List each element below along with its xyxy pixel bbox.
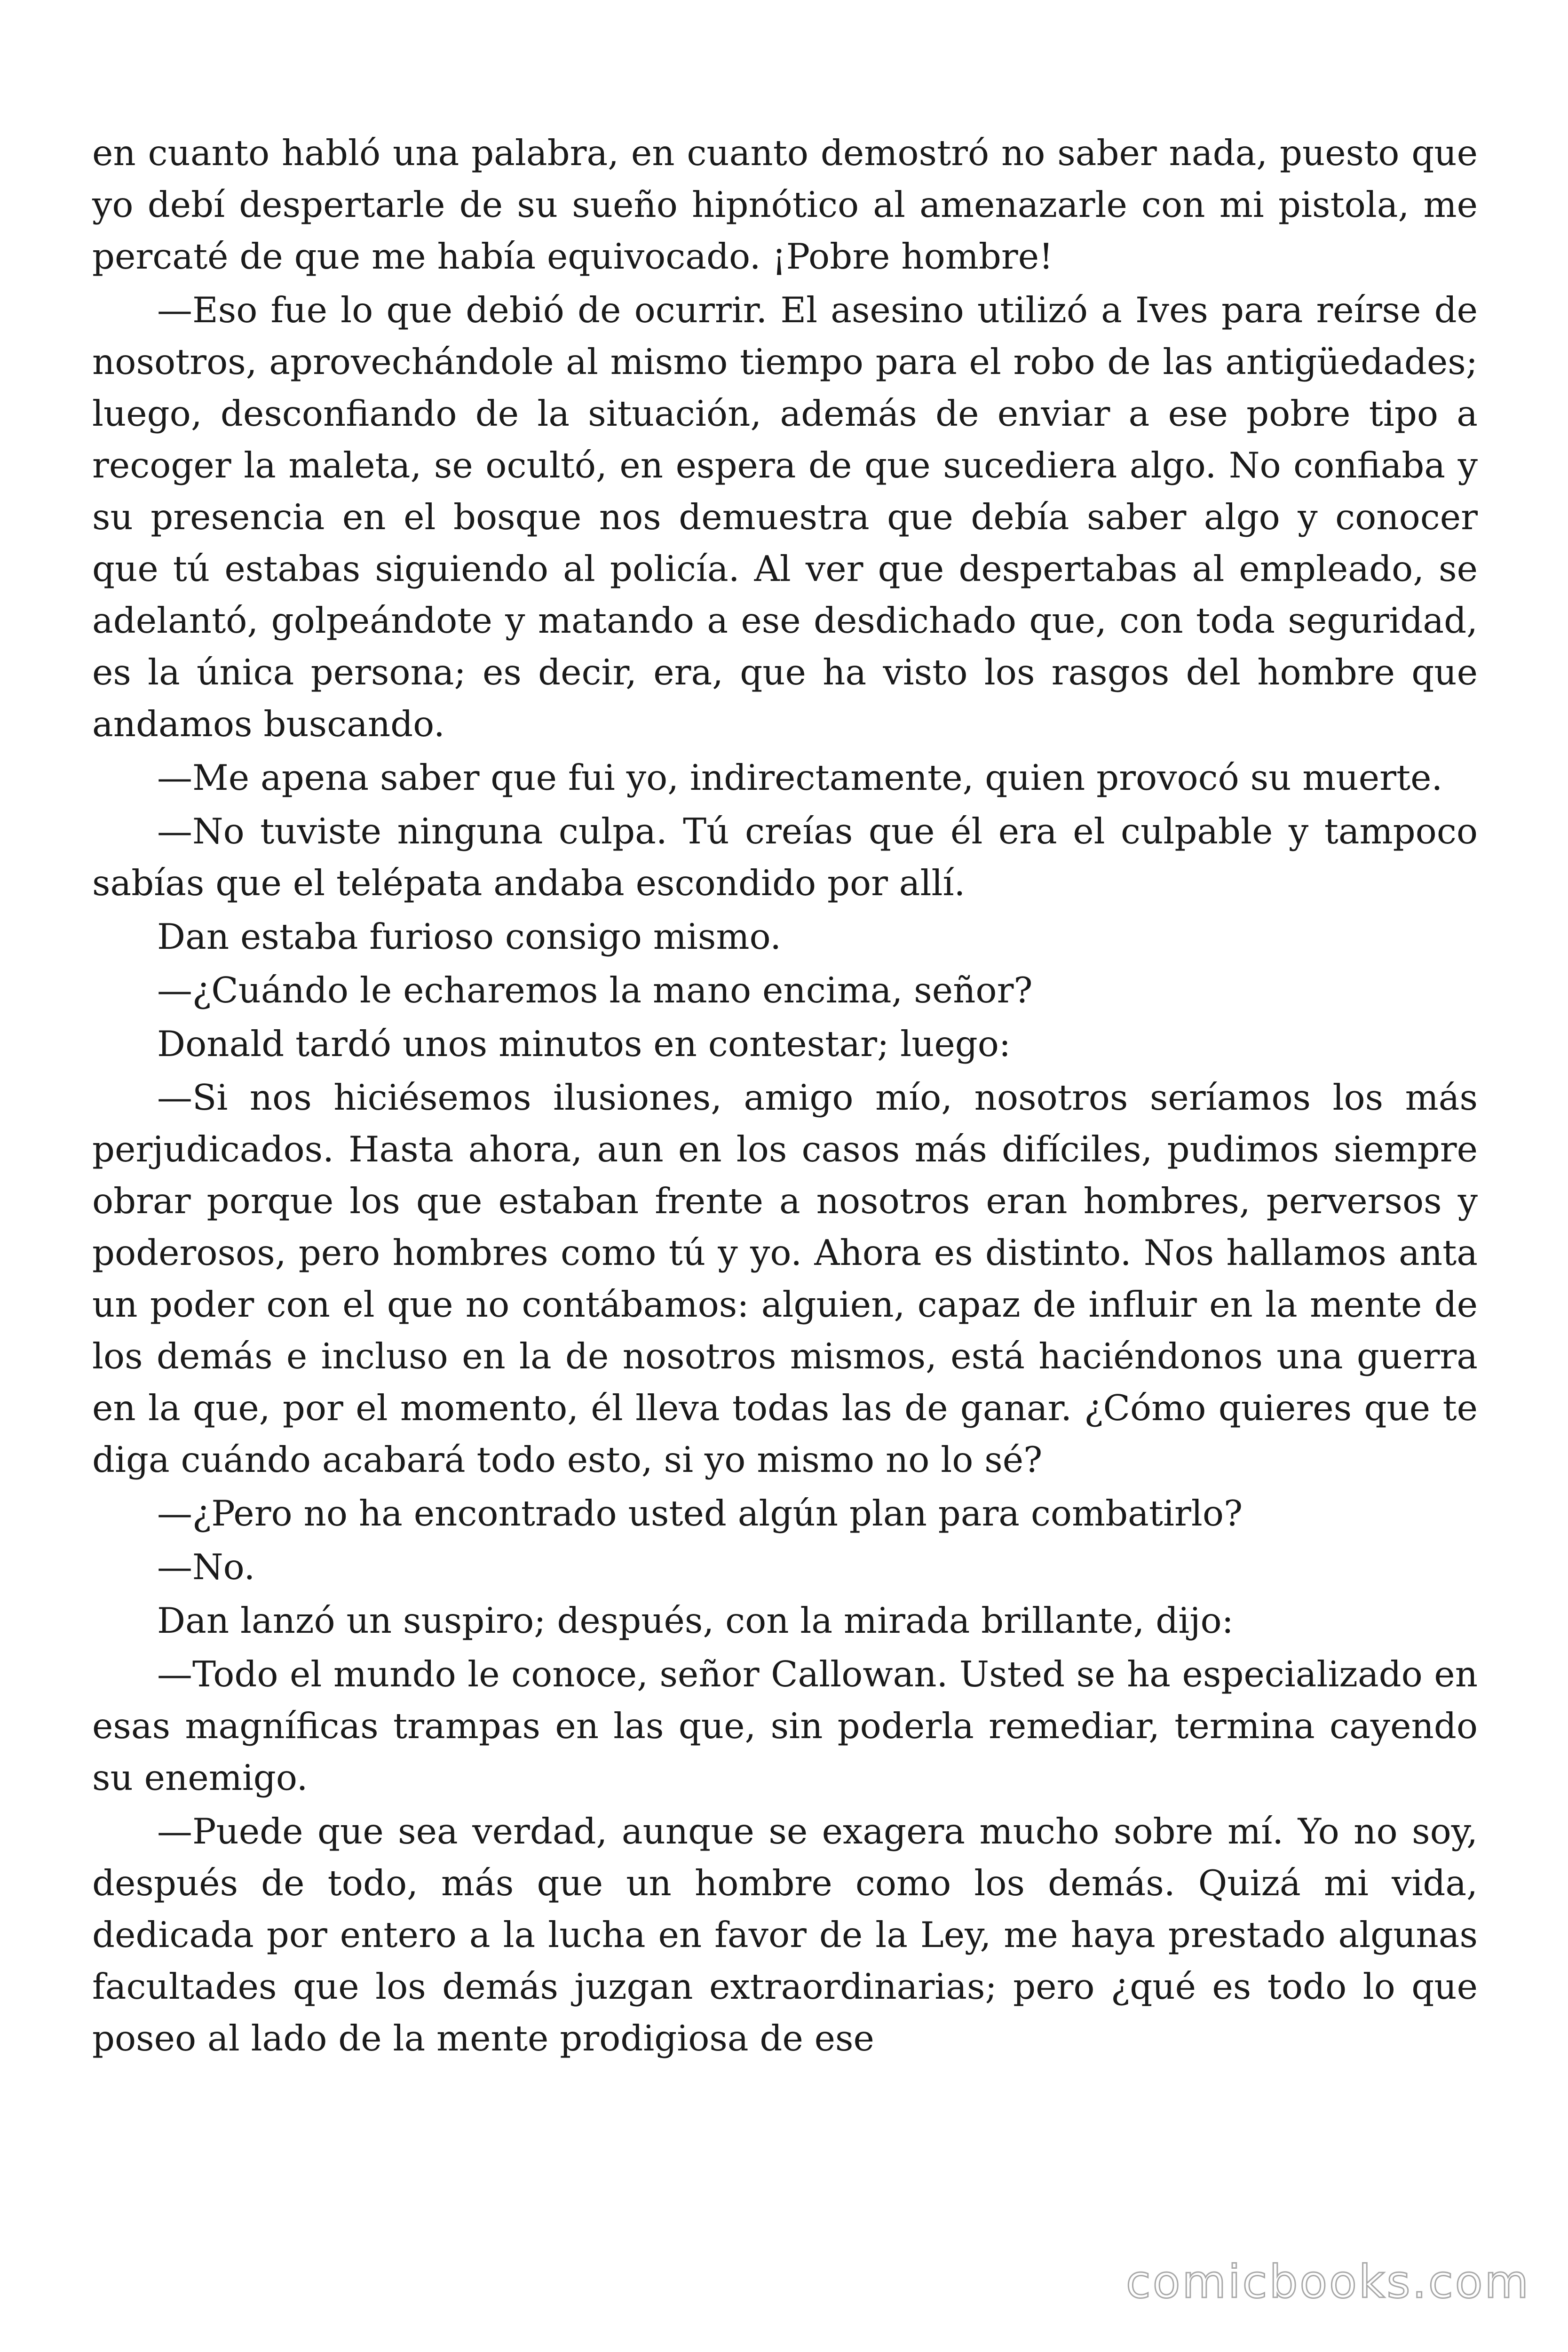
paragraph-continuation: en cuanto habló una palabra, en cuanto demostró no saber nada, puesto que yo debí despertarle de su sueño hipnótico al amenazarle con mi pistola, me percaté de que me había equivocado. ¡Pobre hombre! bbox=[92, 132, 1478, 277]
paragraph-narration: Dan lanzó un suspiro; después, con la mirada brillante, dijo: bbox=[157, 1600, 1234, 1641]
page-body-text bbox=[92, 127, 1478, 2066]
paragraph-dialogue: —¿Pero no ha encontrado usted algún plan para combatirlo? bbox=[157, 1493, 1243, 1534]
paragraph-dialogue: —Si nos hiciésemos ilusiones, amigo mío, nosotros seríamos los más perjudicados. Hasta ahora, aun en los casos más difíciles, pudimos siempre obrar porque los que estaban frente a nosotros eran hombres, perversos y poderosos, pero hombres como tú y yo. Ahora es distinto. Nos hallamos anta un poder con el que no contábamos: alguien, capaz de influir en la mente de los demás e incluso en la de nosotros mismos, está haciéndonos una guerra en la que, por el momento, él lleva todas las de ganar. ¿Cómo quieres que te diga cuándo acabará todo esto, si yo mismo no lo sé? bbox=[92, 1077, 1478, 1480]
paragraph-dialogue: —¿Cuándo le echaremos la mano encima, señor? bbox=[157, 969, 1033, 1011]
paragraph-dialogue: —Puede que sea verdad, aunque se exagera mucho sobre mí. Yo no soy, después de todo, más que un hombre como los demás. Quizá mi vida, dedicada por entero a la lucha en favor de la Ley, me haya prestado algunas facultades que los demás juzgan extraordinarias; pero ¿qué es todo lo que poseo al lado de la mente prodigiosa de ese bbox=[92, 1811, 1478, 2059]
paragraph-dialogue: —No. bbox=[157, 1546, 255, 1588]
paragraph-dialogue: —Me apena saber que fui yo, indirectamente, quien provocó su muerte. bbox=[157, 757, 1443, 798]
paragraph-dialogue: —Eso fue lo que debió de ocurrir. El asesino utilizó a Ives para reírse de nosotros, aprovechándole al mismo tiempo para el robo de las antigüedades; luego, desconfiando de la situación, además de enviar a ese pobre tipo a recoger la maleta, se ocultó, en espera de que sucediera algo. No confiaba y su presencia en el bosque nos demuestra que debía saber algo y conocer que tú estabas siguiendo al policía. Al ver que despertabas al empleado, se adelantó, golpeándote y matando a ese desdichado que, con toda seguridad, es la única persona; es decir, era, que ha visto los rasgos del hombre que andamos buscando. bbox=[92, 289, 1478, 745]
paragraph-dialogue: —Todo el mundo le conoce, señor Callowan. Usted se ha especializado en esas magníficas trampas en las que, sin poderla remediar, termina cayendo su enemigo. bbox=[92, 1653, 1478, 1798]
paragraph-dialogue: —No tuviste ninguna culpa. Tú creías que él era el culpable y tampoco sabías que el telépata andaba escondido por allí. bbox=[92, 810, 1478, 904]
watermark-text: comicbooks.com bbox=[1125, 2256, 1530, 2308]
paragraph-narration: Donald tardó unos minutos en contestar; luego: bbox=[157, 1023, 1011, 1065]
paragraph-narration: Dan estaba furioso consigo mismo. bbox=[157, 916, 782, 957]
